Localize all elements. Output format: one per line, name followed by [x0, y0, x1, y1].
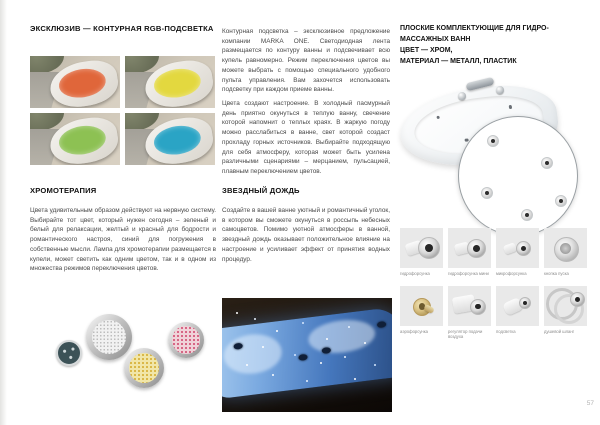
tub-water — [57, 65, 108, 100]
section-title-chromo: ХРОМОТЕРАПИЯ — [30, 186, 97, 195]
component-label: кнопка пуска — [544, 271, 569, 276]
component-label: регулятор подачи воздуха — [448, 328, 483, 340]
jet-dot — [377, 321, 387, 328]
component-label: гидрофорсунка — [400, 271, 430, 276]
section-title-rgb: ЭКСКЛЮЗИВ — КОНТУРНАЯ RGB-ПОДСВЕТКА — [30, 24, 214, 33]
components-title-line: ЦВЕТ — ХРОМ, — [400, 46, 453, 54]
tub-seat — [306, 317, 376, 357]
rgb-paragraph-1: Контурная подсветка – эксклюзивное предложение компании MARKA ONE. Светодиодная лента размещается по контуру ванны и подсвечивает всю купель равномерно. Режим переключения цветов вы можете выбрать с помощью специального удобного пульта управления. Вам захочется использовать подсветку при каждом приеме ванны. — [222, 28, 390, 94]
rgb-paragraph-2: Цвета создают настроение. В холодный пасмурный день приятно окунуться в теплую ванну, свечение которой напомнит о теплых краях. В жаркую погоду можно расслабиться в ванне, свет которой создаст прохладу горных источников. Выбирайте подходящую для себя атмосферу, которая может быть усилена различными сценариями – мерцанием, пульсацией, плавным переключением цветов. — [222, 100, 390, 176]
starry-rain-photo — [222, 298, 392, 412]
component-cell — [544, 286, 587, 340]
component-photo-light — [496, 286, 539, 326]
component-label: душевой шланг — [544, 328, 575, 334]
component-photo-airjet — [400, 286, 443, 326]
component-cell — [448, 286, 491, 340]
glowing-tub — [222, 306, 392, 399]
page-number: 57 — [586, 400, 594, 407]
components-title-line: МАТЕРИАЛ — МЕТАЛЛ, ПЛАСТИК — [400, 57, 517, 65]
tub-photo-yellow — [125, 56, 215, 108]
component-photo-hydrojet-mini — [448, 228, 491, 268]
chromo-paragraph: Цвета удивительным образом действуют на нервную систему. Выбирайте тот цвет, который нужен сегодня – зеленый и белый для релаксации, желтый и красный для бодрости и романтического настроя, синий для погружения в собственные мысли. Лампа для хромотерапии размещается в купели, может светить как одним цветом, так и в одном из множества режимов переключения цветов. — [30, 207, 216, 273]
components-title-line: МАССАЖНЫХ ВАНН — [400, 35, 471, 43]
hydromassage-tub-photo — [400, 66, 588, 218]
component-label: гидрофорсунка мини — [448, 271, 489, 276]
component-label: подсветка — [496, 328, 516, 334]
component-cell — [400, 286, 443, 340]
jet-dot — [298, 354, 308, 361]
component-cell — [496, 228, 539, 277]
flat-jet — [521, 209, 533, 221]
components-title — [400, 24, 588, 67]
faucet-knob — [458, 92, 466, 100]
rgb-tub-grid — [30, 56, 216, 165]
lamp-white-led — [86, 314, 132, 360]
lamp-pink-led — [168, 322, 204, 358]
component-cell — [544, 228, 587, 277]
tub-photo-green — [30, 113, 120, 165]
led-face-white — [92, 320, 127, 355]
flat-jet — [541, 157, 553, 169]
section-title-stars: ЗВЕЗДНЫЙ ДОЖДЬ — [222, 186, 300, 195]
jet-dot — [508, 105, 512, 109]
star-sparkles — [236, 312, 238, 314]
magnifier-detail-circle — [458, 116, 578, 236]
components-grid — [400, 228, 588, 340]
faucet-knob — [496, 86, 504, 94]
components-title-line: ПЛОСКИЕ КОМПЛЕКТУЮЩИЕ ДЛЯ ГИДРО- — [400, 25, 549, 32]
jet-dot — [321, 347, 331, 354]
component-label: микрофорсунка — [496, 271, 527, 276]
component-photo-hydrojet — [400, 228, 443, 268]
flat-jet — [555, 195, 567, 207]
page-edge-shadow — [0, 0, 7, 425]
led-face-yellow — [129, 353, 159, 383]
component-photo-shower-hose — [544, 286, 587, 326]
component-cell — [448, 228, 491, 277]
led-face-pink — [172, 326, 199, 353]
tub-photo-orange — [30, 56, 120, 108]
lamp-yellow-led — [124, 348, 164, 388]
component-label: аэрофорсунка — [400, 328, 428, 334]
tub-photo-cyan — [125, 113, 215, 165]
tub-water — [152, 122, 203, 157]
component-photo-microjet — [496, 228, 539, 268]
chromotherapy-lamps-photo — [30, 300, 216, 410]
component-cell — [496, 286, 539, 340]
component-photo-air-regulator — [448, 286, 491, 326]
tub-seat — [222, 331, 284, 377]
tub-water — [57, 122, 108, 157]
lamp-control-button — [56, 340, 82, 366]
stars-paragraph: Создайте в вашей ванне уютный и романтичный уголок, в котором вы сможете окунуться в россыпь небесных самоцветов. Помимо уютной атмосферы в ванной, звездный дождь оказывает положительное влияние на настроение и усиливает эффект от принятия водных процедур. — [222, 207, 390, 263]
tub-water — [152, 65, 203, 100]
flat-jet — [481, 187, 493, 199]
flat-jet — [487, 135, 499, 147]
component-cell — [400, 228, 443, 277]
component-photo-button — [544, 228, 587, 268]
control-dots — [58, 342, 80, 364]
